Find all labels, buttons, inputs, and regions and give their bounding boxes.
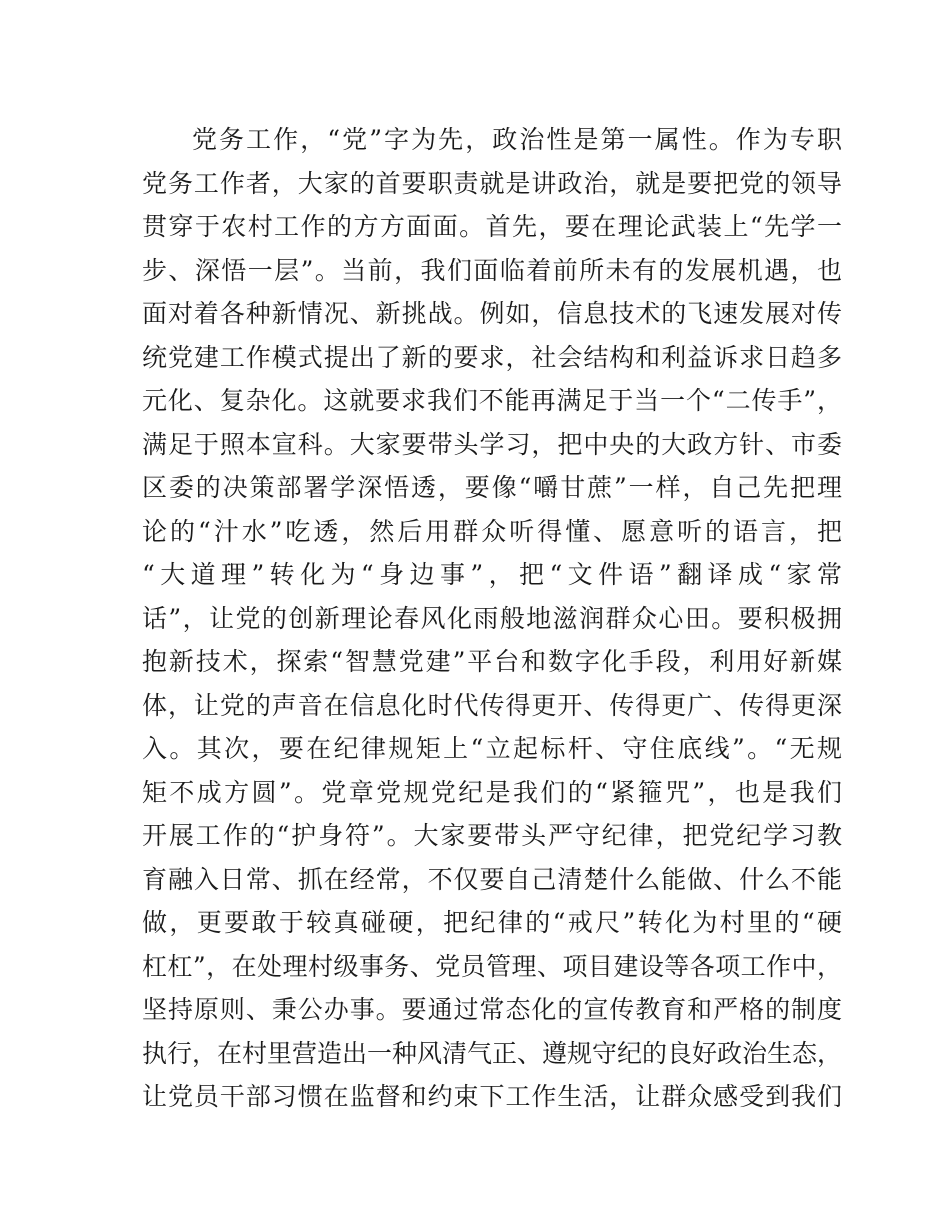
text-line: 话”，让党的创新理论春风化雨般地滋润群众心田。要积极拥 bbox=[142, 603, 842, 633]
text-line: 让党员干部习惯在监督和约束下工作生活，让群众感受到我们 bbox=[142, 1082, 842, 1111]
text-line: 育融入日常、抓在经常，不仅要自己清楚什么能做、什么不能 bbox=[142, 864, 842, 894]
text-line: 体，让党的声音在信息化时代传得更开、传得更广、传得更深 bbox=[142, 690, 842, 720]
text-line: 做，更要敢于较真碰硬，把纪律的“戒尺”转化为村里的“硬 bbox=[142, 908, 842, 937]
text-line: 贯穿于农村工作的方方面面。首先，要在理论武装上“先学一 bbox=[142, 212, 842, 241]
text-line: 区委的决策部署学深悟透，要像“嚼甘蔗”一样，自己先把理 bbox=[142, 473, 842, 502]
text-line: “大道理”转化为“身边事”，把“文件语”翻译成“家常 bbox=[142, 560, 842, 589]
text-line: 统党建工作模式提出了新的要求，社会结构和利益诉求日趋多 bbox=[142, 342, 842, 372]
text-line: 党务工作，“党”字为先，政治性是第一属性。作为专职 bbox=[192, 125, 842, 154]
text-line: 步、深悟一层”。当前，我们面临着前所未有的发展机遇，也 bbox=[142, 255, 842, 285]
text-line: 矩不成方圆”。党章党规党纪是我们的“紧箍咒”，也是我们 bbox=[142, 777, 842, 807]
text-line: 满足于照本宣科。大家要带头学习，把中央的大政方针、市委 bbox=[142, 429, 842, 459]
text-line: 党务工作者，大家的首要职责就是讲政治，就是要把党的领导 bbox=[142, 168, 842, 198]
text-line: 杠杠”，在处理村级事务、党员管理、项目建设等各项工作中， bbox=[142, 951, 842, 981]
text-line: 入。其次，要在纪律规矩上“立起标杆、守住底线”。“无规 bbox=[142, 734, 842, 763]
text-line: 坚持原则、秉公办事。要通过常态化的宣传教育和严格的制度 bbox=[142, 995, 842, 1024]
body-paragraph bbox=[142, 118, 842, 1119]
text-line: 开展工作的“护身符”。大家要带头严守纪律，把党纪学习教 bbox=[142, 821, 842, 850]
text-line: 执行，在村里营造出一种风清气正、遵规守纪的良好政治生态， bbox=[142, 1038, 843, 1068]
text-line: 面对着各种新情况、新挑战。例如，信息技术的飞速发展对传 bbox=[142, 299, 842, 328]
text-line: 元化、复杂化。这就要求我们不能再满足于当一个“二传手”， bbox=[142, 386, 842, 415]
text-line: 论的“汁水”吃透，然后用群众听得懂、愿意听的语言，把 bbox=[142, 516, 842, 546]
text-line: 抱新技术，探索“智慧党建”平台和数字化手段，利用好新媒 bbox=[142, 647, 842, 676]
